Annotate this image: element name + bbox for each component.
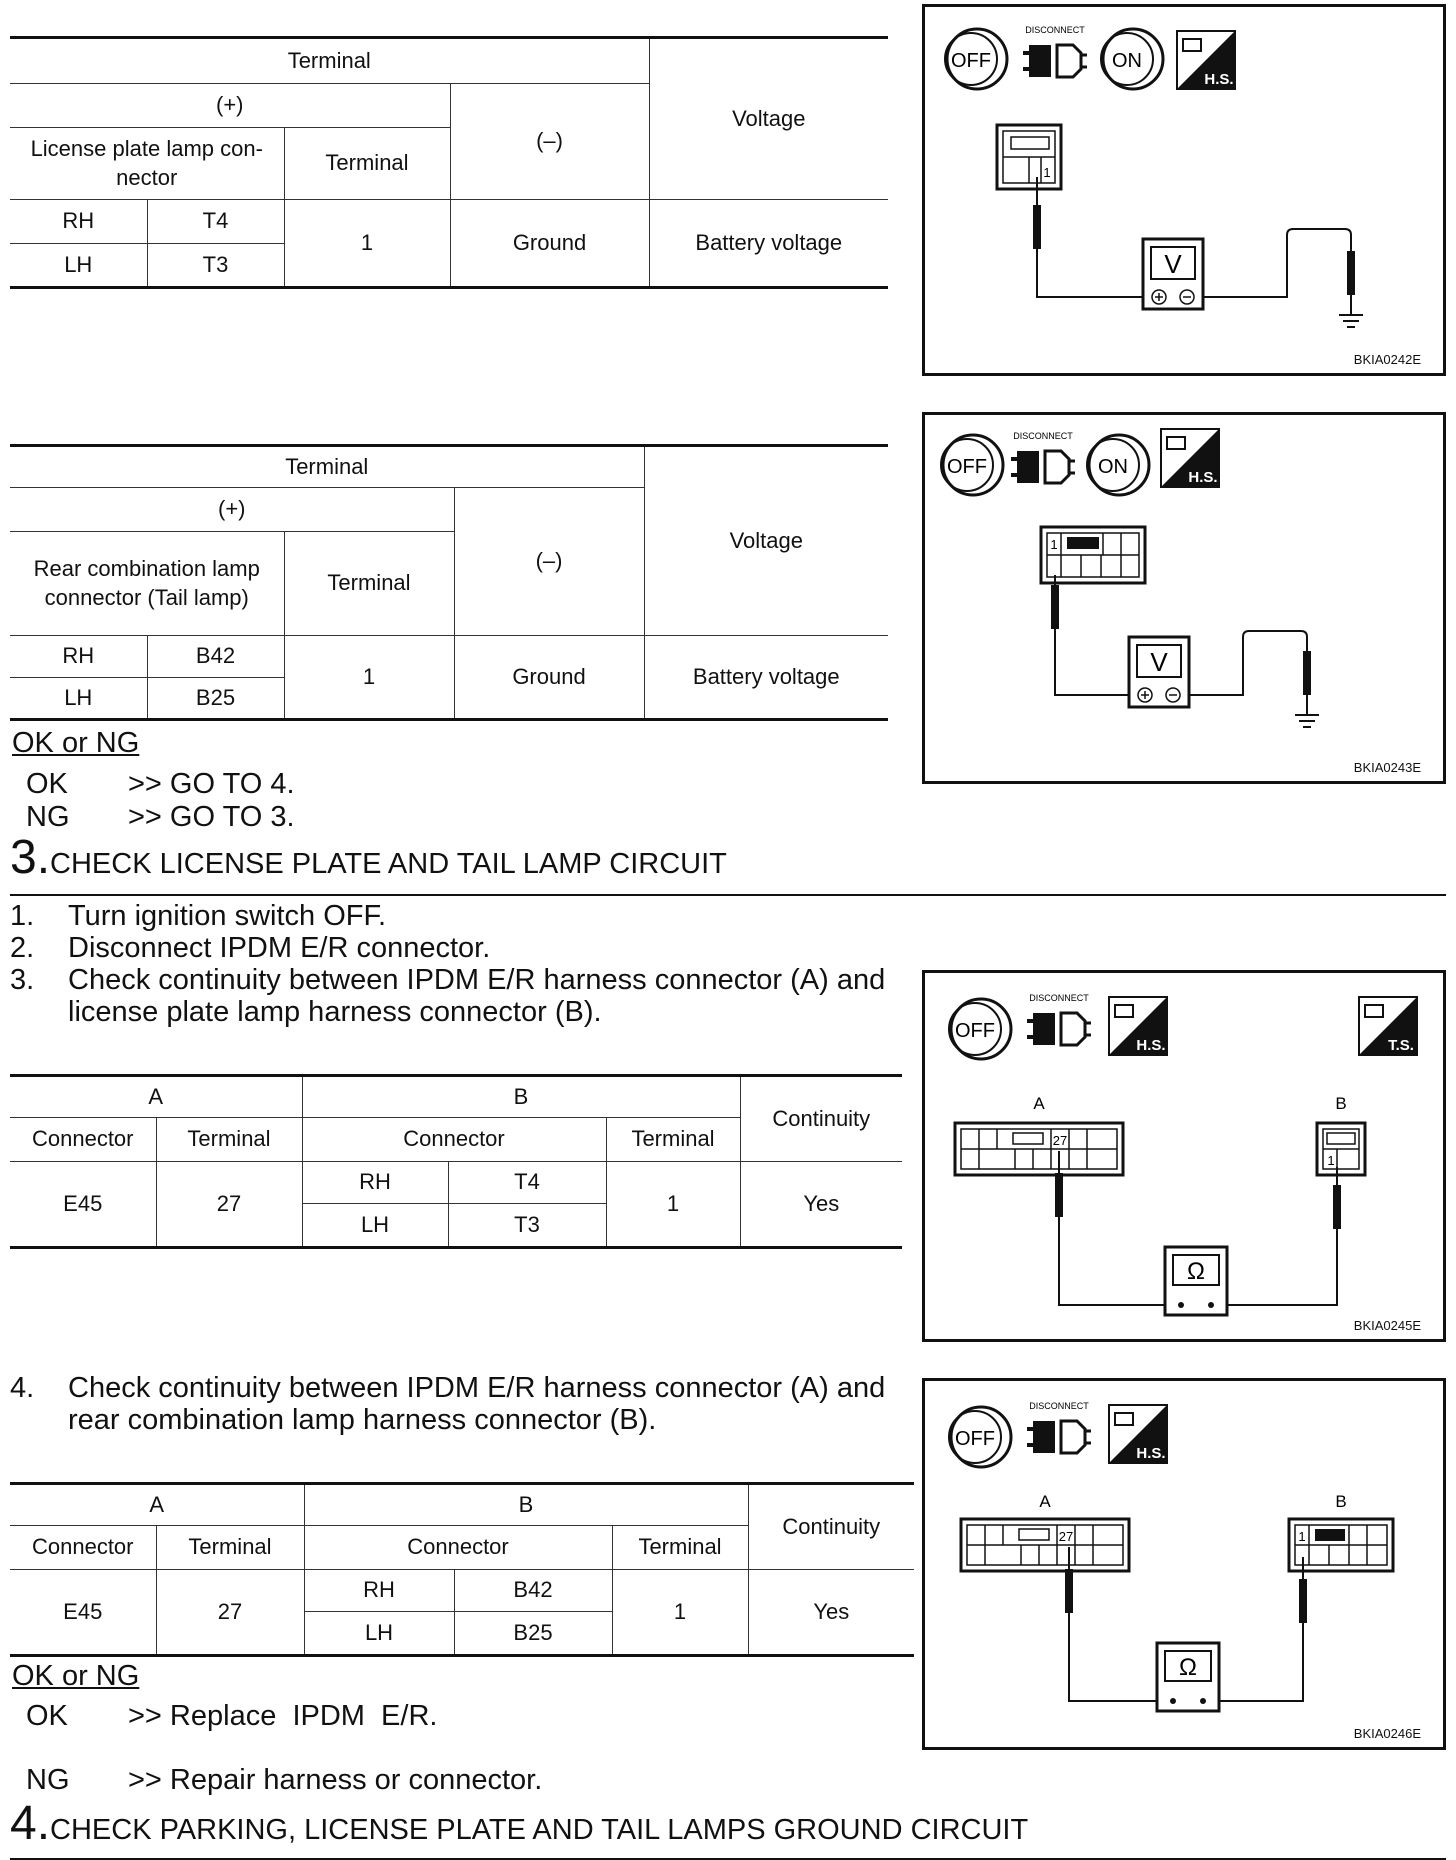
continuity-table-license xyxy=(10,1074,902,1249)
side-rh: RH xyxy=(10,200,147,244)
b-terminal-value: 1 xyxy=(606,1162,740,1248)
list-item-text: Check continuity between IPDM E/R harness connector (A) and rear combination lamp harness connector (B). xyxy=(68,1372,886,1436)
a-terminal-value: 27 xyxy=(156,1570,304,1656)
plus-header: (+) xyxy=(10,488,454,532)
svg-text:OFF: OFF xyxy=(955,1428,995,1450)
figure-code: BKIA0245E xyxy=(1353,1318,1421,1333)
ignition-on-icon xyxy=(1101,29,1163,89)
voltage-check-figure-tail xyxy=(922,412,1446,784)
circuit-diagram xyxy=(925,415,1443,781)
side-lh: LH xyxy=(302,1204,448,1248)
ignition-off-icon xyxy=(941,435,1003,495)
ok-action: >> Replace IPDM E/R. xyxy=(128,1700,438,1732)
svg-text:27: 27 xyxy=(1052,1133,1068,1148)
a-terminal-header: Terminal xyxy=(156,1526,304,1570)
side-lh: LH xyxy=(10,678,147,720)
group-b-header: B xyxy=(304,1484,748,1526)
b-terminal-header: Terminal xyxy=(606,1118,740,1162)
voltage-header: Voltage xyxy=(649,38,888,200)
connector-lh: B25 xyxy=(454,1612,612,1656)
side-rh: RH xyxy=(10,636,147,678)
svg-text:1: 1 xyxy=(1043,165,1051,180)
connector-b-label: B xyxy=(1335,1094,1347,1113)
list-item-number: 3. xyxy=(10,964,35,996)
ok-or-ng-heading: OK or NG xyxy=(12,1660,140,1692)
a-terminal-value: 27 xyxy=(156,1162,302,1248)
terminal-header: Terminal xyxy=(10,446,644,488)
connector-lh: T3 xyxy=(448,1204,606,1248)
svg-text:1: 1 xyxy=(1050,537,1058,552)
a-terminal-header: Terminal xyxy=(156,1118,302,1162)
list-item-number: 1. xyxy=(10,900,35,932)
ng-action: >> Repair harness or connector. xyxy=(128,1764,543,1796)
svg-text:T.S.: T.S. xyxy=(1388,1037,1414,1054)
continuity-header: Continuity xyxy=(748,1484,914,1570)
voltage-header: Voltage xyxy=(644,446,888,636)
svg-text:Ω: Ω xyxy=(1179,1654,1197,1681)
a-connector-header: Connector xyxy=(10,1118,156,1162)
svg-text:H.S.: H.S. xyxy=(1136,1037,1166,1054)
b-connector-header: Connector xyxy=(302,1118,606,1162)
harness-side-icon xyxy=(1177,31,1235,89)
connector-a-label: A xyxy=(1039,1492,1051,1511)
minus-value: Ground xyxy=(450,200,649,288)
ignition-off-icon xyxy=(945,29,1007,89)
connector-header: License plate lamp con-nector xyxy=(10,128,284,200)
svg-text:V: V xyxy=(1164,249,1182,279)
voltage-check-figure-license xyxy=(922,4,1446,376)
group-b-header: B xyxy=(302,1076,740,1118)
figure-code: BKIA0243E xyxy=(1353,760,1421,775)
svg-text:1: 1 xyxy=(1298,1529,1306,1544)
svg-text:DISCONNECT: DISCONNECT xyxy=(1025,25,1085,35)
svg-text:H.S.: H.S. xyxy=(1188,469,1218,486)
step3-item4 xyxy=(10,1372,910,1436)
continuity-table-tail xyxy=(10,1482,914,1657)
list-item-text: Disconnect IPDM E/R connector. xyxy=(68,932,491,964)
terminal-subheader: Terminal xyxy=(284,532,454,636)
svg-text:1: 1 xyxy=(1327,1153,1335,1168)
svg-text:DISCONNECT: DISCONNECT xyxy=(1013,431,1073,441)
list-item-number: 2. xyxy=(10,932,35,964)
minus-value: Ground xyxy=(454,636,644,720)
b-connector-header: Connector xyxy=(304,1526,612,1570)
connector-b-icon xyxy=(1317,1123,1365,1175)
disconnect-icon xyxy=(1027,993,1091,1045)
connector-lh: B25 xyxy=(147,678,284,720)
svg-text:OFF: OFF xyxy=(947,456,987,478)
circuit-diagram xyxy=(925,973,1443,1339)
connector-rh: T4 xyxy=(147,200,284,244)
group-a-header: A xyxy=(10,1484,304,1526)
a-connector-value: E45 xyxy=(10,1570,156,1656)
terminal-value: 1 xyxy=(284,636,454,720)
continuity-check-figure-tail xyxy=(922,1378,1446,1750)
svg-text:ON: ON xyxy=(1112,50,1142,72)
connector-header: Rear combination lamp connector (Tail lamp) xyxy=(10,532,284,636)
step-number: 4. xyxy=(10,1797,51,1850)
continuity-value: Yes xyxy=(740,1162,902,1248)
connector-lh: T3 xyxy=(147,244,284,288)
figure-code: BKIA0246E xyxy=(1353,1726,1421,1741)
connector-a-icon xyxy=(955,1123,1123,1175)
side-rh: RH xyxy=(304,1570,454,1612)
step3-heading xyxy=(10,830,727,885)
continuity-check-figure-license xyxy=(922,970,1446,1342)
step-number: 3. xyxy=(10,831,51,884)
svg-text:V: V xyxy=(1150,647,1168,677)
ignition-off-icon xyxy=(949,999,1011,1059)
svg-text:OFF: OFF xyxy=(951,50,991,72)
disconnect-icon xyxy=(1011,431,1075,483)
ng-label: NG xyxy=(26,801,70,833)
b-terminal-value: 1 xyxy=(612,1570,748,1656)
step4-heading xyxy=(10,1796,1028,1851)
tail-lamp-voltage-table xyxy=(10,444,888,721)
svg-text:H.S.: H.S. xyxy=(1204,71,1234,88)
terminal-subheader: Terminal xyxy=(284,128,450,200)
ok-action: >> GO TO 4. xyxy=(128,768,295,800)
connector-a-icon xyxy=(961,1519,1129,1571)
connector-icon xyxy=(997,125,1061,189)
svg-text:OFF: OFF xyxy=(955,1020,995,1042)
list-item-text: Turn ignition switch OFF. xyxy=(68,900,387,932)
ignition-off-icon xyxy=(949,1407,1011,1467)
svg-text:27: 27 xyxy=(1058,1529,1074,1544)
step3-list xyxy=(10,900,910,1028)
connector-rh: T4 xyxy=(448,1162,606,1204)
connector-a-label: A xyxy=(1033,1094,1045,1113)
connector-rh: B42 xyxy=(147,636,284,678)
voltage-value: Battery voltage xyxy=(649,200,888,288)
a-connector-value: E45 xyxy=(10,1162,156,1248)
disconnect-icon xyxy=(1023,25,1087,77)
figure-code: BKIA0242E xyxy=(1353,352,1421,367)
group-a-header: A xyxy=(10,1076,302,1118)
svg-text:DISCONNECT: DISCONNECT xyxy=(1029,993,1089,1003)
minus-header: (–) xyxy=(454,488,644,636)
svg-text:H.S.: H.S. xyxy=(1136,1445,1166,1462)
svg-text:Ω: Ω xyxy=(1187,1258,1205,1285)
step-title: CHECK PARKING, LICENSE PLATE AND TAIL LAMPS GROUND CIRCUIT xyxy=(50,1814,1029,1846)
ignition-on-icon xyxy=(1087,435,1149,495)
svg-text:ON: ON xyxy=(1098,456,1128,478)
ok-label: OK xyxy=(26,768,68,800)
side-lh: LH xyxy=(304,1612,454,1656)
connector-icon xyxy=(1041,527,1145,583)
side-lh: LH xyxy=(10,244,147,288)
harness-side-icon xyxy=(1109,1405,1167,1463)
b-terminal-header: Terminal xyxy=(612,1526,748,1570)
terminal-value: 1 xyxy=(284,200,450,288)
ng-label: NG xyxy=(26,1764,70,1796)
ohmmeter-icon xyxy=(1165,1247,1227,1315)
disconnect-icon xyxy=(1027,1401,1091,1453)
connector-b-icon xyxy=(1289,1519,1393,1571)
ok-label: OK xyxy=(26,1700,68,1732)
license-plate-voltage-table xyxy=(10,36,888,289)
list-item-text: Check continuity between IPDM E/R harness connector (A) and license plate lamp harness connector (B). xyxy=(68,964,886,1028)
a-connector-header: Connector xyxy=(10,1526,156,1570)
svg-text:DISCONNECT: DISCONNECT xyxy=(1029,1401,1089,1411)
ok-or-ng-heading: OK or NG xyxy=(12,727,140,759)
continuity-value: Yes xyxy=(748,1570,914,1656)
harness-side-icon xyxy=(1109,997,1167,1055)
step-title: CHECK LICENSE PLATE AND TAIL LAMP CIRCUIT xyxy=(50,848,727,880)
connector-rh: B42 xyxy=(454,1570,612,1612)
continuity-header: Continuity xyxy=(740,1076,902,1162)
terminal-side-icon xyxy=(1359,997,1417,1055)
circuit-diagram xyxy=(925,1381,1443,1747)
voltmeter-icon xyxy=(1143,239,1203,309)
ng-action: >> GO TO 3. xyxy=(128,801,295,833)
harness-side-icon xyxy=(1161,429,1219,487)
voltage-value: Battery voltage xyxy=(644,636,888,720)
voltmeter-icon xyxy=(1129,637,1189,707)
plus-header: (+) xyxy=(10,84,450,128)
divider xyxy=(10,894,1446,896)
list-item-number: 4. xyxy=(10,1372,35,1404)
circuit-diagram xyxy=(925,7,1443,373)
terminal-header: Terminal xyxy=(10,38,649,84)
connector-b-label: B xyxy=(1335,1492,1347,1511)
side-rh: RH xyxy=(302,1162,448,1204)
ohmmeter-icon xyxy=(1157,1643,1219,1711)
minus-header: (–) xyxy=(450,84,649,200)
